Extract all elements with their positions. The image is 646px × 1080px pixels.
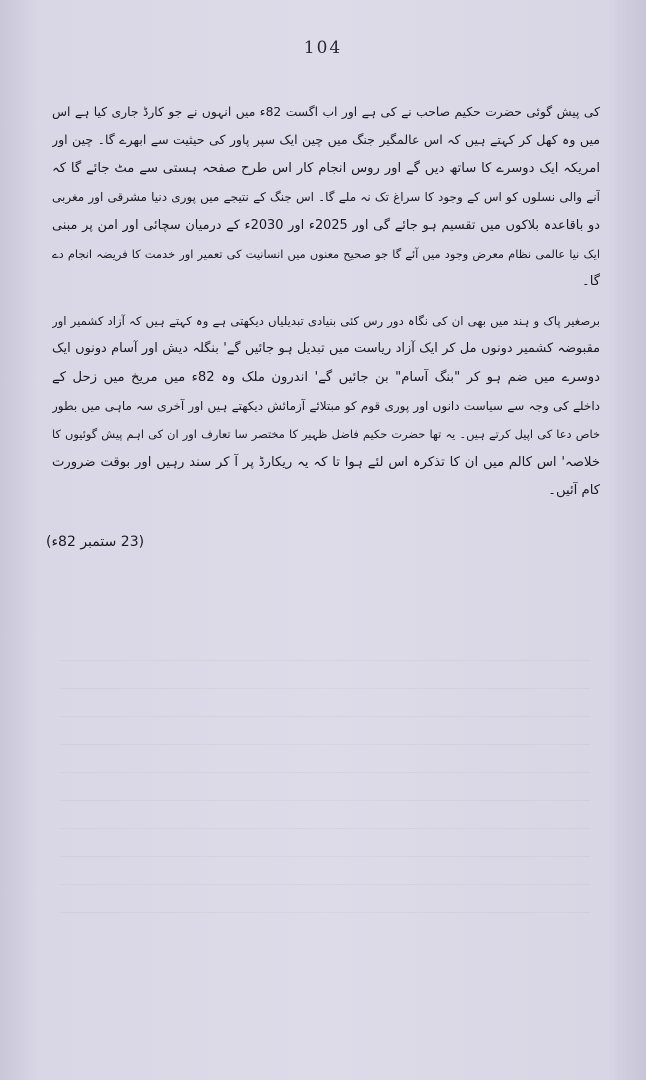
text-line: آنے والی نسلوں کو اس کے وجود کا سراغ تک نہ ملے گا۔ اس جنگ کے نتیجے میں پوری دنیا مشرقی اور مغربی [52, 190, 600, 205]
text-line: دوسرے میں ضم ہو کر "بنگ آسام" بن جائیں گے' اندرون ملک وہ 82ء میں مریخ میں زحل کے [52, 369, 600, 385]
paragraph-2 [52, 307, 600, 506]
text-line: کام آئیں۔ [548, 483, 600, 499]
text-line: برصغیر پاک و ہند میں بھی ان کی نگاہ دور رس کئی بنیادی تبدیلیاں دیکھتی ہے وہ کہتے ہیں کہ آزاد کشمیر اور [52, 313, 600, 328]
date-note: (23 ستمبر 82ء) [46, 534, 145, 550]
page-number: 104 [303, 38, 343, 58]
text-line: گا۔ [581, 274, 600, 290]
body-text [52, 98, 600, 505]
text-line: خاص دعا کی اپیل کرتے ہیں۔ یہ تھا حضرت حکیم فاضل ظہیر کا مختصر سا تعارف اور ان کی اہم پیش گوئیوں کا [52, 427, 600, 442]
text-line: مقبوضہ کشمیر دونوں مل کر ایک آزاد ریاست میں تبدیل ہو جائیں گے' بنگلہ دیش اور آسام دونوں ایک [52, 341, 600, 357]
text-line: خلاصہ' اس کالم میں ان کا تذکرہ اس لئے ہوا تا کہ یہ ریکارڈ پر آ کر سند رہیں اور بوقت ضرورت [52, 454, 600, 470]
text-line: کی پیش گوئی حضرت حکیم صاحب نے کی ہے اور اب اگست 82ء میں انہوں نے جو کارڈ جاری کیا ہے اس [52, 105, 600, 119]
text-line: ایک نیا عالمی نظام معرض وجود میں آئے گا جو صحیح معنوں میں انسانیت کی تعمیر اور خدمت کا فریضہ انجام دے [52, 246, 600, 261]
text-line: امریکہ ایک دوسرے کا ساتھ دیں گے اور روس انجام کار اس طرح صفحہ ہستی سے مٹ جائے گا کہ [52, 160, 600, 176]
text-line: میں وہ کھل کر کہتے ہیں کہ اس عالمگیر جنگ میں چین ایک سپر پاور کی حیثیت سے ابھرے گا۔ چین اور [52, 132, 600, 148]
text-line: داخلے کی وجہ سے سیاست دانوں اور پوری قوم کو مبتلائے آزمائش دیکھتے ہیں اور آخری سہ ماہی میں بطور [52, 398, 600, 413]
show-through-shadow [60, 640, 590, 940]
paragraph-1 [52, 98, 600, 297]
text-line: دو باقاعدہ بلاکوں میں تقسیم ہو جائے گی اور 2025ء اور 2030ء کے درمیان سچائی اور امن پر مبنی [52, 217, 600, 233]
